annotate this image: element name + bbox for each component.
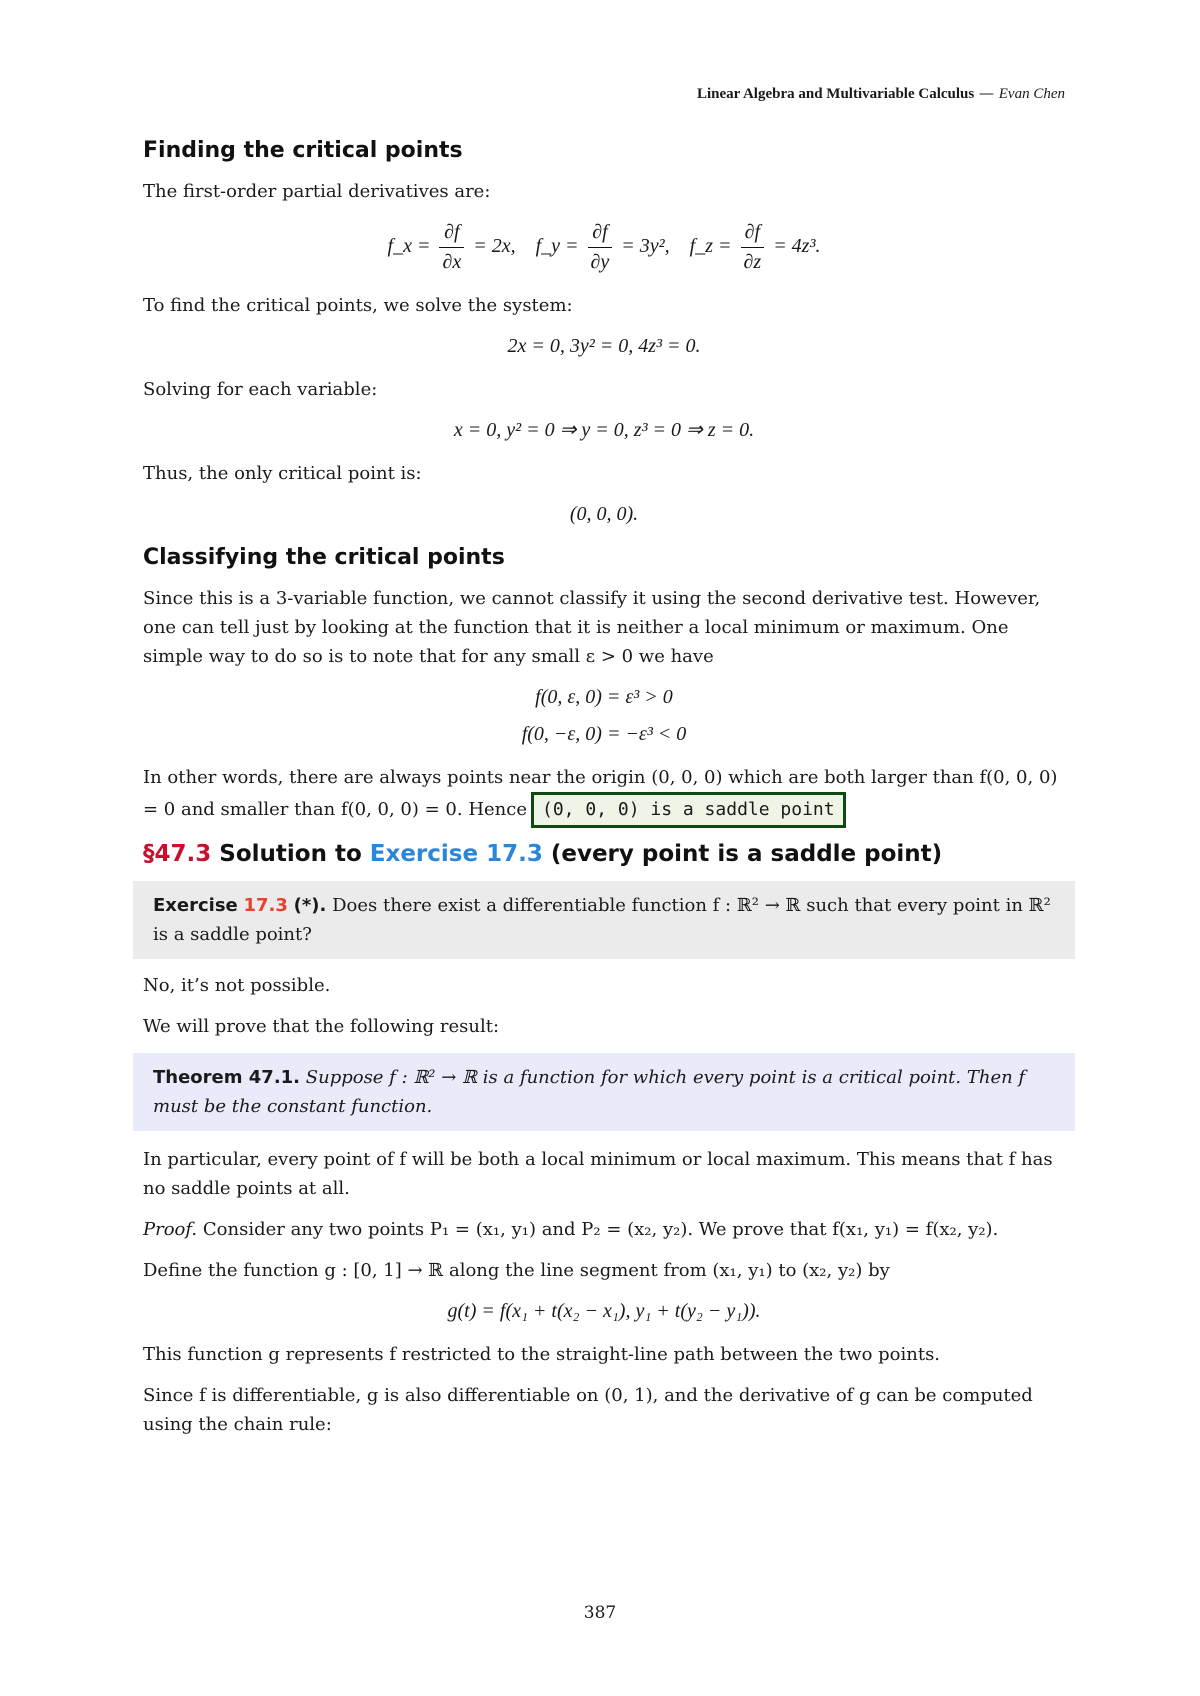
- paragraph: The first-order partial derivatives are:: [143, 181, 491, 202]
- system-equation: 2x = 0, 3y² = 0, 4z³ = 0.: [507, 335, 701, 357]
- main-content: [143, 130, 1065, 1451]
- paragraph: Define the function g : [0, 1] → ℝ along the line segment from (x₁, y₁) to (x₂, y₂) by: [143, 1260, 890, 1281]
- critical-point-equation: (0, 0, 0).: [569, 503, 639, 525]
- section-title-b: (every point is a saddle point): [550, 841, 943, 867]
- paragraph: [143, 763, 1065, 828]
- paragraph: Since this is a 3-variable function, we cannot classify it using the second derivative test. However, one can tell just by looking at the function that it is neither a local minimum or maximum. One simple way to do so is to note that for any small ε > 0 we have: [143, 588, 1041, 667]
- theorem-label: Theorem 47.1.: [153, 1067, 301, 1088]
- paragraph: Thus, the only critical point is:: [143, 463, 422, 484]
- frac-den: ∂z: [743, 251, 762, 273]
- exercise-label: Exercise: [153, 895, 238, 916]
- solving-equation: x = 0, y² = 0 ⇒ y = 0, z³ = 0 ⇒ z = 0.: [453, 419, 755, 441]
- exercise-link[interactable]: Exercise 17.3: [369, 841, 543, 867]
- frac-den: ∂x: [442, 251, 462, 273]
- running-head-separator: —: [974, 84, 999, 102]
- exercise-text: Does there exist a differentiable function f : ℝ² → ℝ such that every point in ℝ² is a saddle point?: [153, 895, 1051, 945]
- paragraph: We will prove that the following result:: [143, 1016, 500, 1037]
- section-title-a: Solution to: [219, 841, 362, 867]
- exercise-ref-link[interactable]: 17.3: [243, 895, 288, 916]
- theorem-box: [133, 1053, 1075, 1131]
- paragraph: No, it’s not possible.: [143, 975, 331, 996]
- proof-label: Proof.: [143, 1219, 198, 1240]
- eq-term: = 4z³.: [773, 235, 821, 258]
- running-head: [697, 84, 1065, 103]
- exercise-box: [133, 881, 1075, 959]
- paragraph-text: In other words, there are always points near the origin (0, 0, 0) which are both larger than f(0, 0, 0) = 0 and smaller than f(0, 0, 0) = 0. Hence: [143, 767, 1058, 820]
- frac-num: ∂f: [741, 218, 765, 248]
- paragraph: In particular, every point of f will be both a local minimum or local maximum. This means that f has no saddle points at all.: [143, 1149, 1053, 1199]
- partial-derivatives-equation: [143, 218, 1065, 277]
- fraction: [741, 218, 765, 277]
- paragraph-text: Consider any two points P₁ = (x₁, y₁) and P₂ = (x₂, y₂). We prove that f(x₁, y₁) = f(x₂, y₂).: [202, 1219, 999, 1240]
- paragraph: Solving for each variable:: [143, 379, 378, 400]
- frac-den: ∂y: [590, 251, 610, 273]
- paragraph: This function g represents f restricted to the straight-line path between the two points.: [143, 1344, 941, 1365]
- frac-num: ∂f: [588, 218, 613, 248]
- g-definition-equation: g(t) = f(x₁ + t(x₂ − x₁), y₁ + t(y₂ − y₁)).: [447, 1300, 761, 1322]
- inequality-negative: f(0, −ε, 0) = −ε³ < 0: [521, 723, 687, 745]
- heading-classifying-critical-points: Classifying the critical points: [143, 545, 505, 570]
- book-title: Linear Algebra and Multivariable Calculus: [696, 86, 975, 102]
- eq-term: = 2x,: [473, 235, 516, 258]
- heading-finding-critical-points: Finding the critical points: [143, 138, 463, 163]
- paragraph: To find the critical points, we solve the system:: [143, 295, 573, 316]
- author-name: Evan Chen: [998, 86, 1065, 102]
- eq-term: f_x =: [387, 235, 431, 258]
- fraction: [588, 218, 613, 277]
- section-number: §47.3: [143, 841, 212, 867]
- paragraph: [143, 1215, 1065, 1244]
- eq-term: f_z =: [689, 235, 732, 258]
- page-number: 387: [583, 1603, 617, 1623]
- theorem-text: Suppose f : ℝ² → ℝ is a function for which every point is a critical point. Then f must be the constant function.: [153, 1067, 1026, 1117]
- eq-term: f_y =: [535, 235, 579, 258]
- section-heading-47-3: [143, 840, 1065, 869]
- saddle-point-box: (0, 0, 0) is a saddle point: [531, 792, 846, 828]
- paragraph: Since f is differentiable, g is also differentiable on (0, 1), and the derivative of g can be computed using the chain rule:: [143, 1385, 1033, 1435]
- fraction: [439, 218, 464, 277]
- exercise-star: (*).: [293, 895, 327, 916]
- frac-num: ∂f: [439, 218, 464, 248]
- eq-term: = 3y²,: [621, 235, 675, 258]
- inequality-positive: f(0, ε, 0) = ε³ > 0: [535, 686, 673, 708]
